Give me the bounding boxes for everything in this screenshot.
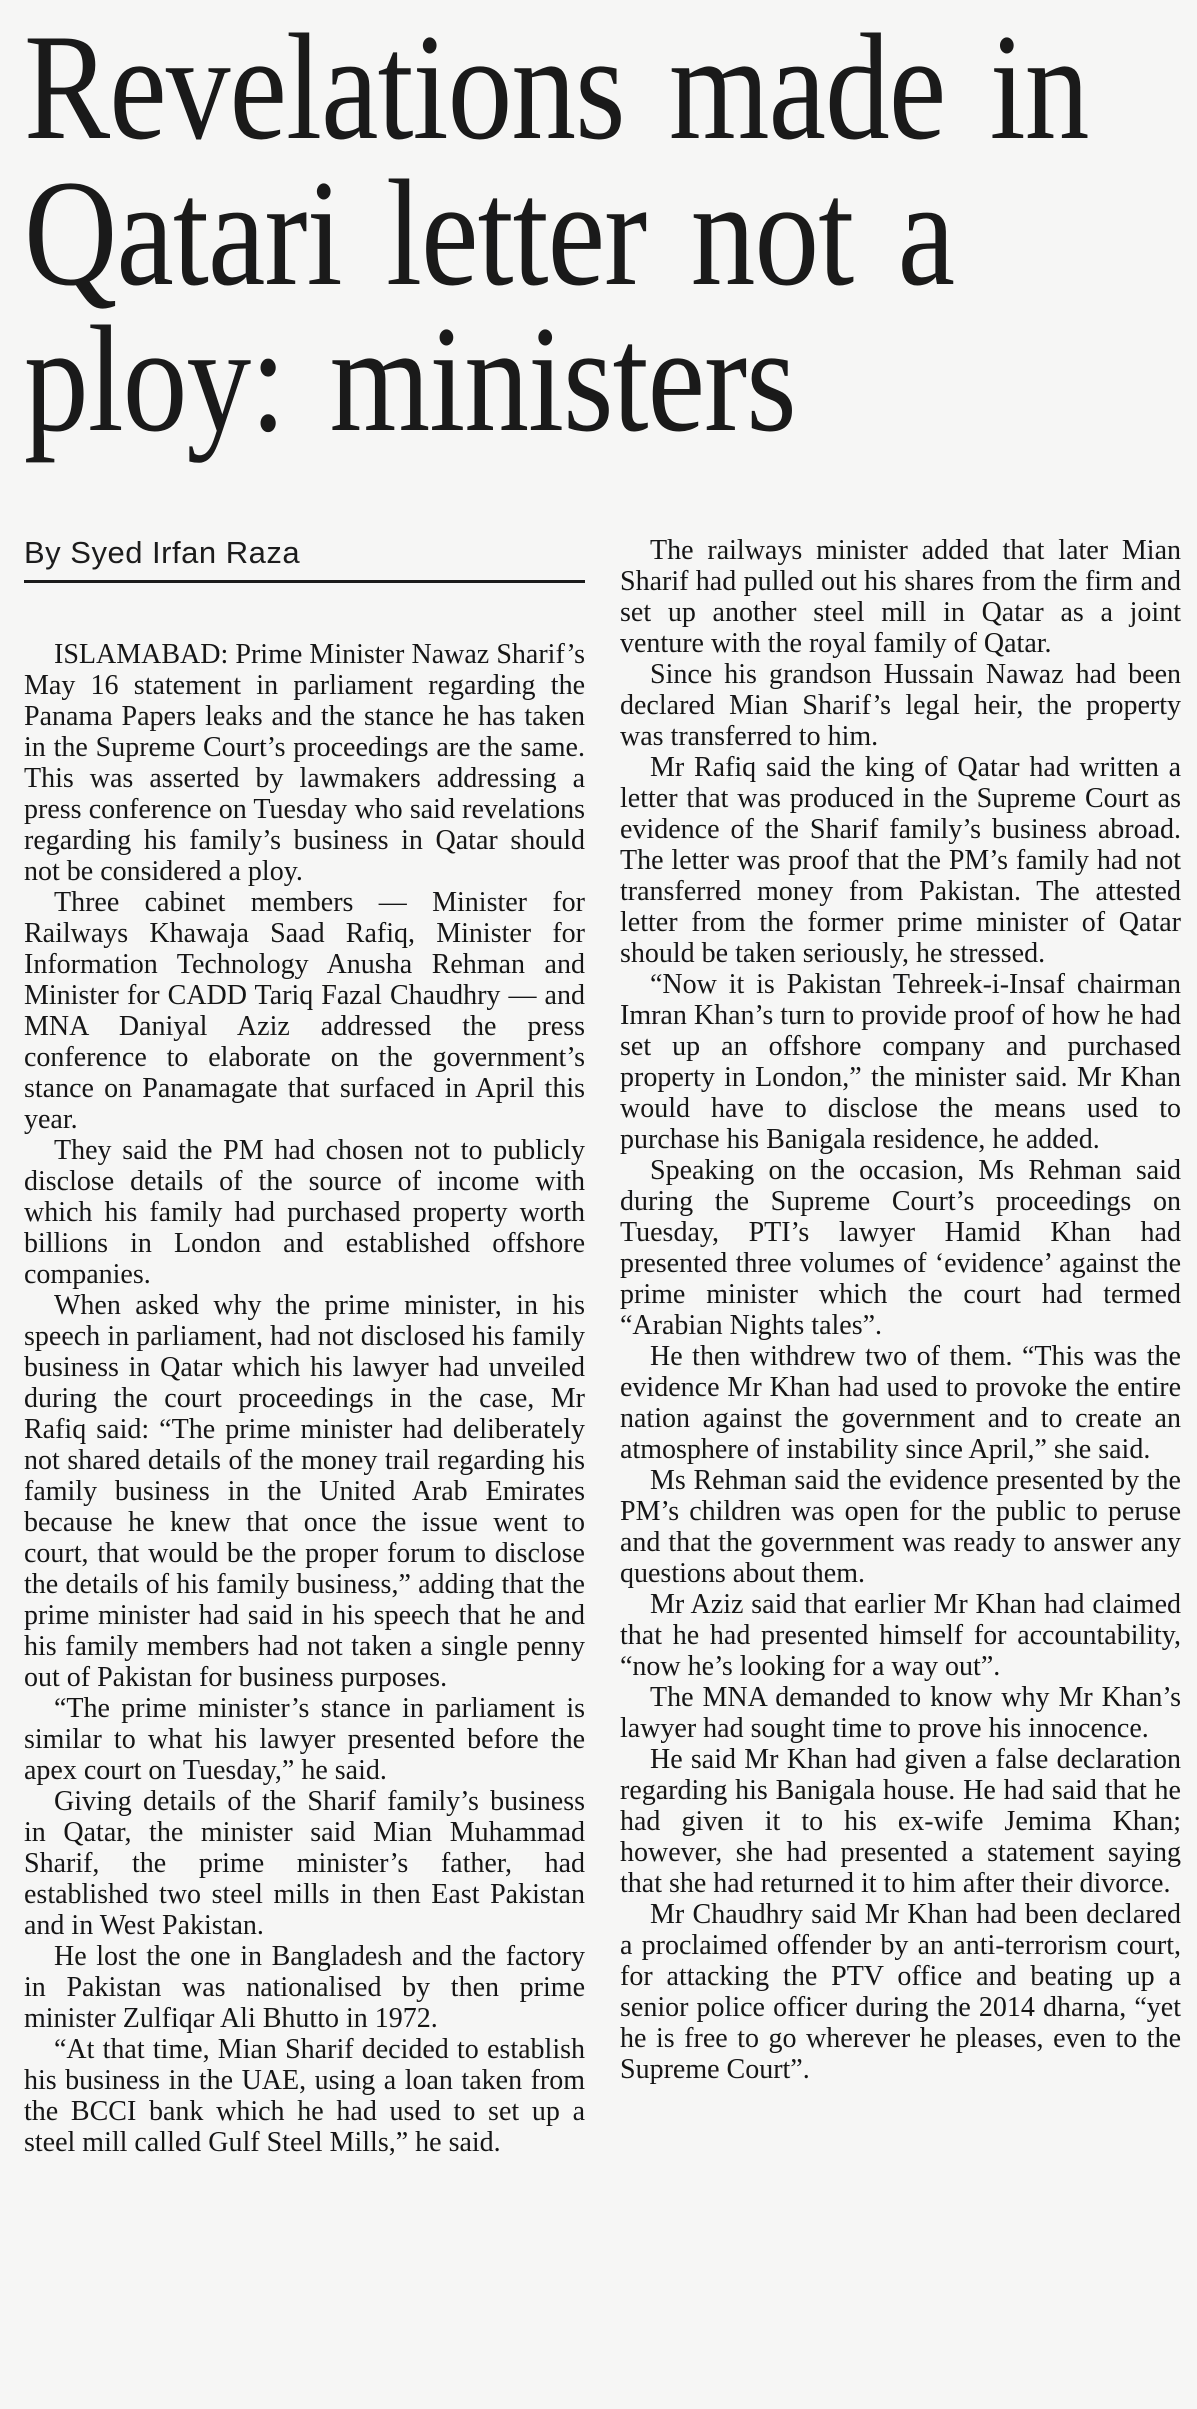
paragraph: The railways minister added that later Mian Sharif had pulled out his shares from the firm and set up another steel mill in Qatar as a joint venture with the royal family of Qatar. bbox=[620, 535, 1181, 659]
paragraph: ISLAMABAD: Prime Minister Nawaz Sharif’s May 16 statement in parliament regarding the Panama Papers leaks and the stance he has taken in the Supreme Court’s proceedings are the same. This was asserted by lawmakers addressing a press conference on Tuesday who said revelations regarding his family’s business in Qatar should not be considered a ploy. bbox=[24, 639, 585, 887]
paragraph: Ms Rehman said the evidence presented by the PM’s children was open for the public to peruse and that the government was ready to answer any questions about them. bbox=[620, 1465, 1181, 1589]
column-right bbox=[620, 535, 1181, 2085]
byline-rule bbox=[24, 580, 585, 583]
paragraph: Since his grandson Hussain Nawaz had been declared Mian Sharif’s legal heir, the property was transferred to him. bbox=[620, 659, 1181, 752]
article-columns bbox=[24, 535, 1181, 2158]
paragraph: “The prime minister’s stance in parliament is similar to what his lawyer presented before the apex court on Tuesday,” he said. bbox=[24, 1693, 585, 1786]
paragraph: They said the PM had chosen not to publicly disclose details of the source of income with which his family had purchased property worth billions in London and established offshore companies. bbox=[24, 1135, 585, 1290]
paragraph: “Now it is Pakistan Tehreek-i-Insaf chairman Imran Khan’s turn to provide proof of how he had set up an offshore company and purchased property in London,” the minister said. Mr Khan would have to disclose the means used to purchase his Banigala residence, he added. bbox=[620, 969, 1181, 1155]
headline-line: ploy: ministers bbox=[24, 295, 796, 463]
column-left bbox=[24, 535, 585, 2158]
paragraph: He said Mr Khan had given a false declaration regarding his Banigala house. He had said that he had given it to his ex-wife Jemima Khan; however, she had presented a statement saying that she had returned it to him after their divorce. bbox=[620, 1744, 1181, 1899]
paragraph: Giving details of the Sharif family’s business in Qatar, the minister said Mian Muhammad Sharif, the prime minister’s father, had established two steel mills in then East Pakistan and in West Pakistan. bbox=[24, 1786, 585, 1941]
paragraph: “At that time, Mian Sharif decided to establish his business in the UAE, using a loan taken from the BCCI bank which he had used to set up a steel mill called Gulf Steel Mills,” he said. bbox=[24, 2034, 585, 2158]
paragraph: He then withdrew two of them. “This was the evidence Mr Khan had used to provoke the entire nation against the government and to create an atmosphere of instability since April,” she said. bbox=[620, 1341, 1181, 1465]
paragraph: Mr Rafiq said the king of Qatar had written a letter that was produced in the Supreme Court as evidence of the Sharif family’s business abroad. The letter was proof that the PM’s family had not transferred money from Pakistan. The attested letter from the former prime minister of Qatar should be taken seriously, he stressed. bbox=[620, 752, 1181, 969]
column-left-paragraphs bbox=[24, 639, 585, 2158]
paragraph: Mr Aziz said that earlier Mr Khan had claimed that he had presented himself for accountability, “now he’s looking for a way out”. bbox=[620, 1589, 1181, 1682]
paragraph: He lost the one in Bangladesh and the factory in Pakistan was nationalised by then prime minister Zulfiqar Ali Bhutto in 1972. bbox=[24, 1941, 585, 2034]
paragraph: Speaking on the occasion, Ms Rehman said during the Supreme Court’s proceedings on Tuesday, PTI’s lawyer Hamid Khan had presented three volumes of ‘evidence’ against the prime minister which the court had termed “Arabian Nights tales”. bbox=[620, 1155, 1181, 1341]
paragraph: The MNA demanded to know why Mr Khan’s lawyer had sought time to prove his innocence. bbox=[620, 1682, 1181, 1744]
byline-block bbox=[24, 535, 585, 583]
column-right-paragraphs bbox=[620, 535, 1181, 2085]
headline bbox=[24, 3, 1197, 463]
paragraph: Mr Chaudhry said Mr Khan had been declared a proclaimed offender by an anti-terrorism court, for attacking the PTV office and beating up a senior police officer during the 2014 dharna, “yet he is free to go wherever he pleases, even to the Supreme Court”. bbox=[620, 1899, 1181, 2085]
paragraph: Three cabinet members — Minister for Railways Khawaja Saad Rafiq, Minister for Information Technology Anusha Rehman and Minister for CADD Tariq Fazal Chaudhry — and MNA Daniyal Aziz addressed the press conference to elaborate on the government’s stance on Panamagate that surfaced in April this year. bbox=[24, 887, 585, 1135]
byline: By Syed Irfan Raza bbox=[24, 535, 301, 570]
paragraph: When asked why the prime minister, in his speech in parliament, had not disclosed his family business in Qatar which his lawyer had unveiled during the court proceedings in the case, Mr Rafiq said: “The prime minister had deliberately not shared details of the money trail regarding his family business in the United Arab Emirates because he knew that once the issue went to court, that would be the proper forum to disclose the details of his family business,” adding that the prime minister had said in his speech that he and his family members had not taken a single penny out of Pakistan for business purposes. bbox=[24, 1290, 585, 1693]
headline-line: Qatari letter not a bbox=[24, 149, 955, 317]
headline-line: Revelations made in bbox=[24, 3, 1089, 171]
